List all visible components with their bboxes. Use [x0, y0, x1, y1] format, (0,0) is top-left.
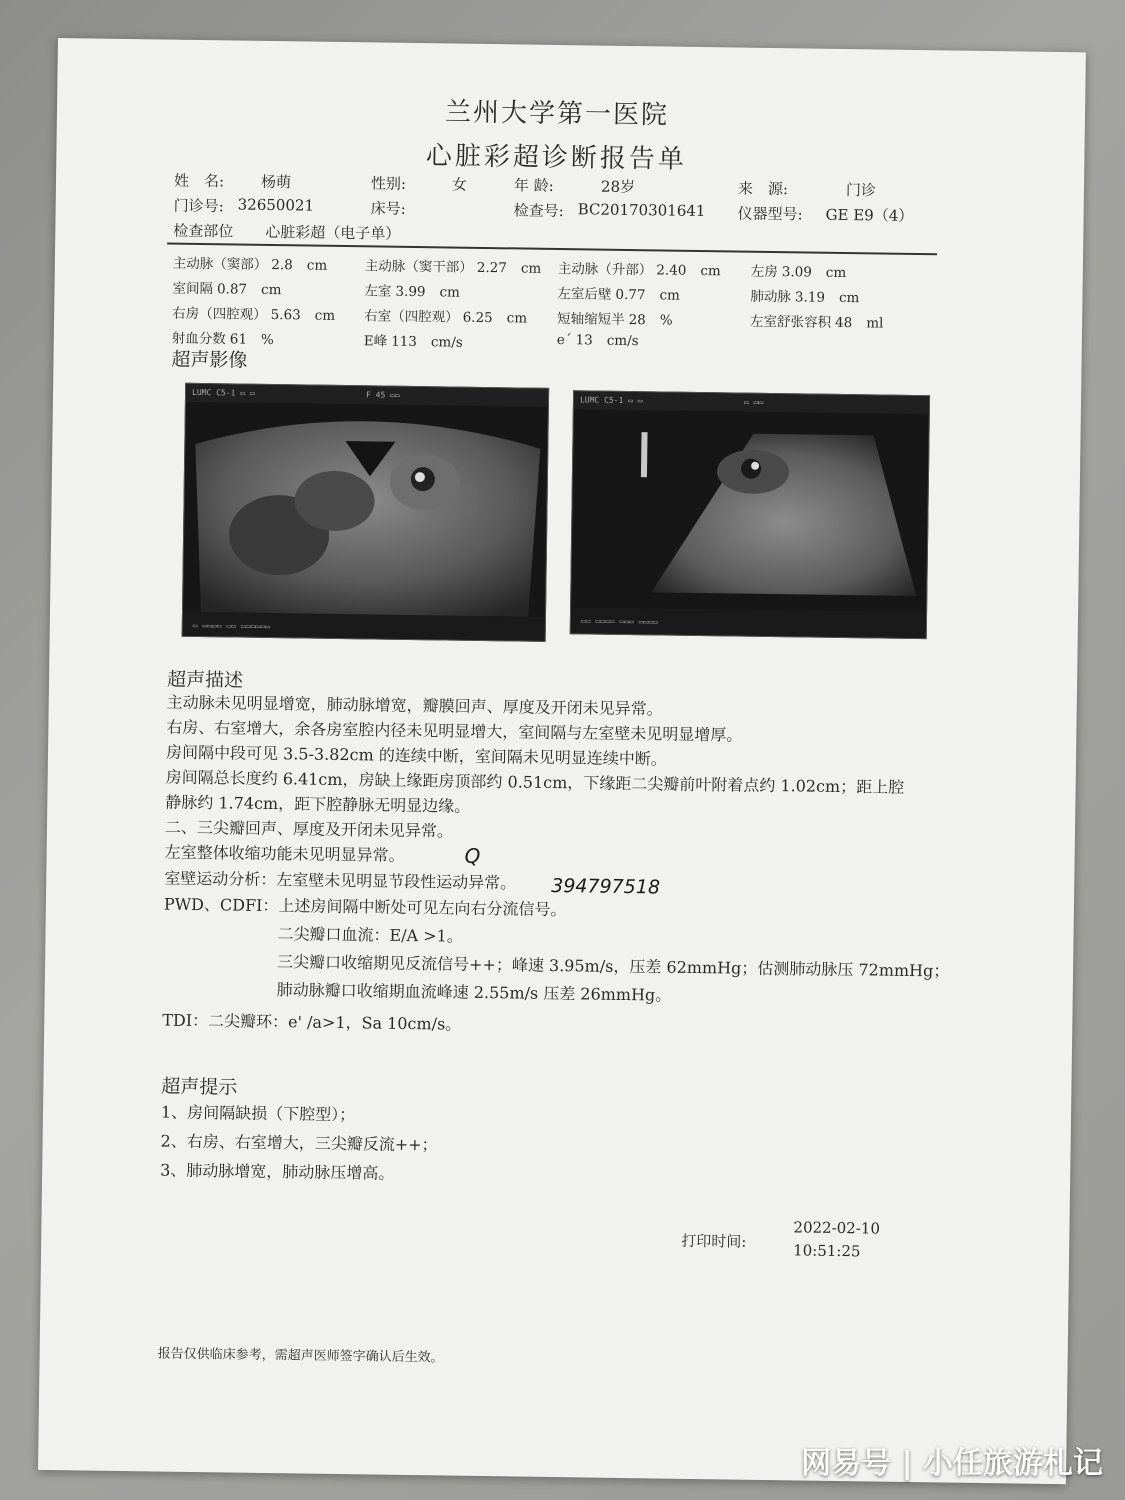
measurement-value: 2.8	[271, 257, 293, 274]
measurement-unit: cm/s	[606, 332, 639, 350]
measurement-unit: %	[260, 331, 274, 349]
measurement-item	[750, 285, 859, 307]
measurement-value: 3.99	[395, 283, 426, 301]
measurement-label: 室间隔	[172, 280, 214, 298]
measurement-item	[557, 332, 639, 349]
ultrasound-image-left: LUMC C5-1 ▭ ▭ F 45 ▭▭ ▭ ▭▭▭▭ ▭▭ ▭▭▭▭▭▭	[182, 383, 550, 642]
measurement-label: 左室后壁	[557, 285, 612, 303]
measurement-unit: cm	[825, 264, 847, 282]
ultrasound-image-right: LUMC C5-1 ▭ ▭ ▭ ▭▭ ▭▭ ▭▭▭▭ ▭▭▭ ▭▭▭▭	[570, 390, 930, 639]
measurement-item	[557, 307, 673, 329]
report-title: 心脏彩超诊断报告单	[425, 141, 688, 175]
sex-label: 性别:	[370, 174, 407, 193]
conclusion-item: 2、右房、右室增大，三尖瓣反流++；	[160, 1131, 438, 1155]
measurement-item	[750, 310, 884, 332]
measurement-value: 6.25	[462, 309, 493, 327]
measurement-unit: ml	[866, 315, 884, 332]
measurement-item	[558, 257, 721, 279]
exam-no-label: 检查号:	[513, 201, 564, 221]
print-date: 2022-02-10	[793, 1218, 881, 1238]
patient-age: 28岁	[600, 177, 636, 197]
device-label: 仪器型号:	[737, 204, 803, 224]
measurement-unit: cm	[520, 260, 542, 277]
svg-text:▭▭ ▭▭▭▭ ▭▭▭ ▭▭▭▭: ▭▭ ▭▭▭▭ ▭▭▭ ▭▭▭▭	[580, 616, 659, 627]
bed-label: 床号:	[370, 199, 406, 218]
description-line: 右房、右室增大，余各房室腔内径未见明显增大，室间隔与左室壁未见明显增厚。	[166, 717, 743, 745]
print-time-label: 打印时间:	[681, 1231, 747, 1251]
measurement-unit: cm	[306, 257, 328, 274]
exam-site-label: 检查部位	[173, 221, 234, 241]
description-line: 左室整体收缩功能未见明显异常。	[164, 842, 405, 865]
measurement-unit: %	[659, 312, 673, 329]
description-line: 二尖瓣口血流：E/A >1。	[277, 924, 463, 946]
measurement-label: 肺动脉	[750, 288, 792, 306]
measurement-label: 短轴缩短半	[557, 310, 625, 328]
description-line: 房间隔总长度约 6.41cm，房缺上缘距房顶部约 0.51cm，下缘距二尖瓣前叶附着点约 1.02cm；距上腔	[165, 767, 905, 797]
description-line: 房间隔中段可见 3.5-3.82cm 的连续中断，室间隔未见明显连续中断。	[165, 742, 667, 769]
description-line: 主动脉未见明显增宽，肺动脉增宽，瓣膜回声、厚度及开闭未见异常。	[166, 692, 663, 719]
measurement-item	[365, 254, 542, 276]
measurement-item	[364, 304, 527, 326]
measurement-label: 左室	[364, 283, 392, 300]
description-line: PWD、CDFI：上述房间隔中断处可见左向右分流信号。	[163, 894, 567, 920]
handwritten-number: 394797518	[551, 874, 661, 899]
measurement-item	[751, 260, 847, 281]
measurement-value: 5.63	[270, 306, 301, 324]
measurement-unit: cm	[700, 262, 721, 280]
measurement-label: 主动脉（升部）	[557, 261, 653, 279]
svg-text:▭ ▭▭▭▭ ▭▭ ▭▭▭▭▭▭: ▭ ▭▭▭▭ ▭▭ ▭▭▭▭▭▭	[192, 620, 270, 632]
measurement-label: 左室舒张容积	[749, 313, 832, 331]
measurement-item	[172, 302, 335, 324]
measurement-value: 0.87	[216, 281, 248, 298]
images-section-title: 超声影像	[171, 348, 248, 372]
patient-sex: 女	[451, 175, 468, 194]
conclusion-section-title: 超声提示	[161, 1075, 238, 1099]
name-label: 姓 名:	[173, 171, 225, 191]
measurement-label: 右室（四腔观）	[364, 308, 459, 326]
watermark: 网易号 | 小任旅游札记	[801, 1446, 1103, 1481]
description-line: 室壁运动分析：左室壁未见明显节段性运动异常。	[164, 868, 517, 893]
description-line: 三尖瓣口收缩期见反流信号++；峰速 3.95m/s，压差 62mmHg；估测肺动脉压 72mmHg；	[276, 952, 950, 981]
measurement-label: 左房	[750, 263, 778, 281]
print-time: 10:51:25	[793, 1241, 861, 1261]
patient-source: 门诊	[845, 181, 877, 200]
device-model: GE E9（4）	[825, 205, 914, 225]
description-line: 静脉约 1.74cm，距下腔静脉无明显边缘。	[165, 792, 471, 816]
measurement-unit: cm/s	[430, 334, 463, 351]
age-label: 年 龄:	[513, 176, 554, 195]
measurement-value: 61	[229, 331, 248, 348]
conclusion-item: 3、肺动脉增宽，肺动脉压增高。	[160, 1160, 395, 1183]
conclusion-item: 1、房间隔缺损（下腔型）；	[160, 1102, 356, 1125]
measurement-value: 2.27	[476, 259, 508, 277]
measurement-unit: cm	[506, 310, 528, 327]
measurement-unit: cm	[260, 281, 282, 299]
description-line: 二、三尖瓣回声、厚度及开闭未见异常。	[164, 817, 454, 841]
hospital-name: 兰州大学第一医院	[444, 97, 670, 131]
clinic-no: 32650021	[237, 195, 315, 215]
clinic-no-label: 门诊号:	[173, 196, 224, 216]
measurement-value: 48	[834, 314, 853, 332]
measurement-unit: cm	[838, 289, 860, 307]
footer-note: 报告仅供临床参考，需超声医师签字确认后生效。	[157, 1346, 444, 1366]
measurement-item	[557, 282, 680, 304]
measurement-label: 射血分数	[171, 330, 226, 348]
measurement-value: 2.40	[656, 262, 687, 279]
measurement-value: 28	[628, 311, 646, 329]
source-label: 来 源:	[737, 179, 789, 199]
measurement-value: 13	[575, 332, 593, 349]
patient-name: 杨萌	[260, 172, 292, 192]
measurement-label: 主动脉（窦干部）	[364, 258, 473, 276]
measurement-label: e´	[556, 331, 572, 349]
measurement-unit: cm	[314, 307, 336, 324]
description-line: TDI：二尖瓣环：e' /a>1，Sa 10cm/s。	[162, 1010, 462, 1034]
measurement-unit: cm	[659, 287, 681, 304]
measurement-item	[173, 252, 328, 274]
measurement-label: 右房（四腔观）	[172, 305, 267, 323]
exam-no: BC20170301641	[577, 200, 706, 221]
measurement-label: E峰	[363, 333, 388, 350]
report-paper	[38, 38, 1086, 1484]
measurement-value: 0.77	[615, 286, 646, 304]
measurement-item	[364, 329, 463, 350]
measurement-label: 主动脉（窦部）	[172, 255, 268, 273]
handwritten-mark-q: Q	[464, 843, 481, 868]
measurement-item	[364, 279, 460, 300]
description-section-title: 超声描述	[166, 668, 244, 692]
measurement-value: 113	[391, 333, 418, 351]
measurement-item	[172, 277, 281, 299]
description-line: 肺动脉瓣口收缩期血流峰速 2.55m/s 压差 26mmHg。	[276, 980, 672, 1005]
exam-site: 心脏彩超（电子单）	[265, 222, 401, 243]
measurement-value: 3.09	[781, 264, 812, 281]
measurement-unit: cm	[439, 284, 461, 301]
measurement-value: 3.19	[794, 289, 826, 306]
